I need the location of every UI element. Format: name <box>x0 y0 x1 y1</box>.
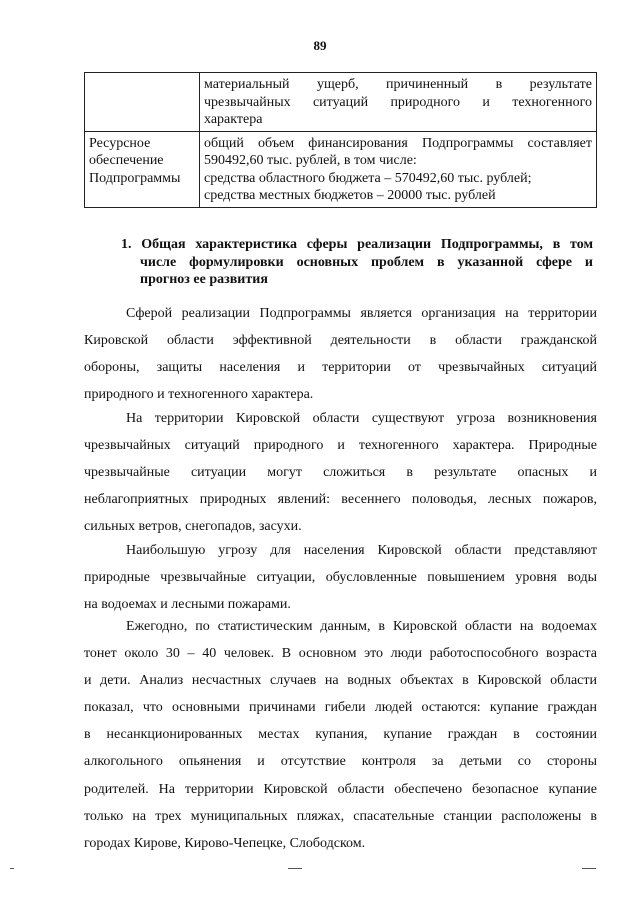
heading-line: 1. Общая характеристика сферы реализации Подпрограммы, в том <box>121 237 593 252</box>
paragraph <box>84 300 597 408</box>
heading-line: числе формулировки основных проблем в указанной сфере и <box>140 254 593 270</box>
table-value-cell <box>200 131 597 207</box>
scan-mark <box>288 868 302 869</box>
text-line: на водоемах и лесными пожарами. <box>84 597 291 613</box>
cell-line: средства областного бюджета – 570492,60 тыс. рублей; <box>204 170 532 186</box>
scan-mark <box>582 868 596 869</box>
text-line: тонет около 30 – 40 человек. В основном это люди работоспособного возраста <box>84 646 597 662</box>
table-value-cell <box>200 73 597 132</box>
table-row <box>85 131 597 207</box>
page-number: 89 <box>313 38 327 53</box>
cell-line: 590492,60 тыс. рублей, в том числе: <box>204 153 417 168</box>
text-line: чрезвычайных ситуаций природного и техногенного характера. Природные <box>84 438 597 454</box>
cell-line: материальный ущерб, причиненный в результате <box>204 77 592 92</box>
cell-line: Ресурсное <box>89 135 151 151</box>
cell-line: обеспечение <box>89 153 164 168</box>
cell-line: характера <box>204 112 263 127</box>
text-line: городах Кирове, Кирово-Чепецке, Слободском. <box>84 835 366 851</box>
table-label-cell <box>85 131 200 207</box>
cell-line: средства местных бюджетов – 20000 тыс. рублей <box>204 188 496 203</box>
paragraph <box>84 405 597 540</box>
text-line: и дети. Анализ несчастных случаев на водных объектах в Кировской области <box>84 673 597 689</box>
text-line: На территории Кировской области существуют угроза возникновения <box>126 411 597 426</box>
section-heading <box>121 236 593 289</box>
table-label-cell <box>85 73 200 132</box>
text-line: показал, что основными причинами гибели людей остаются: купание граждан <box>84 700 597 716</box>
text-line: обороны, защиты населения и территории от чрезвычайных ситуаций <box>84 360 597 376</box>
paragraph <box>84 537 597 618</box>
text-line: Кировской области эффективной деятельности в области гражданской <box>84 333 597 349</box>
scan-marks <box>0 868 640 876</box>
text-line: Ежегодно, по статистическим данным, в Кировской области на водоемах <box>126 619 597 634</box>
cell-line: чрезвычайных ситуаций природного и техногенного <box>204 94 592 110</box>
cell-line: Подпрограммы <box>89 170 181 186</box>
text-line: неблагоприятных природных явлений: весеннего половодья, лесных пожаров, <box>84 492 597 508</box>
passport-table <box>84 72 597 208</box>
heading-line: прогноз ее развития <box>140 272 268 287</box>
text-line: в несанкционированных местах купания, купание граждан в состоянии <box>84 727 597 743</box>
table-row <box>85 73 597 132</box>
text-line: природного и техногенного характера. <box>84 387 314 403</box>
text-line: Сферой реализации Подпрограммы является организация на территории <box>126 306 597 321</box>
text-line: алкогольного опьянения и отсутствие контроля за детьми со стороны <box>84 754 597 770</box>
paragraph <box>84 613 597 857</box>
scan-mark <box>10 868 14 869</box>
text-line: сильных ветров, снегопадов, засухи. <box>84 519 302 535</box>
cell-line: общий объем финансирования Подпрограммы составляет <box>204 135 592 151</box>
text-line: родителей. На территории Кировской области обеспечено безопасное купание <box>84 781 597 797</box>
text-line: природные чрезвычайные ситуации, обусловленные повышением уровня воды <box>84 570 597 586</box>
text-line: только на трех муниципальных пляжах, спасательные станции расположены в <box>84 808 597 824</box>
text-line: Наибольшую угрозу для населения Кировской области представляют <box>126 543 597 558</box>
text-line: чрезвычайные ситуации могут сложиться в результате опасных и <box>84 465 597 481</box>
